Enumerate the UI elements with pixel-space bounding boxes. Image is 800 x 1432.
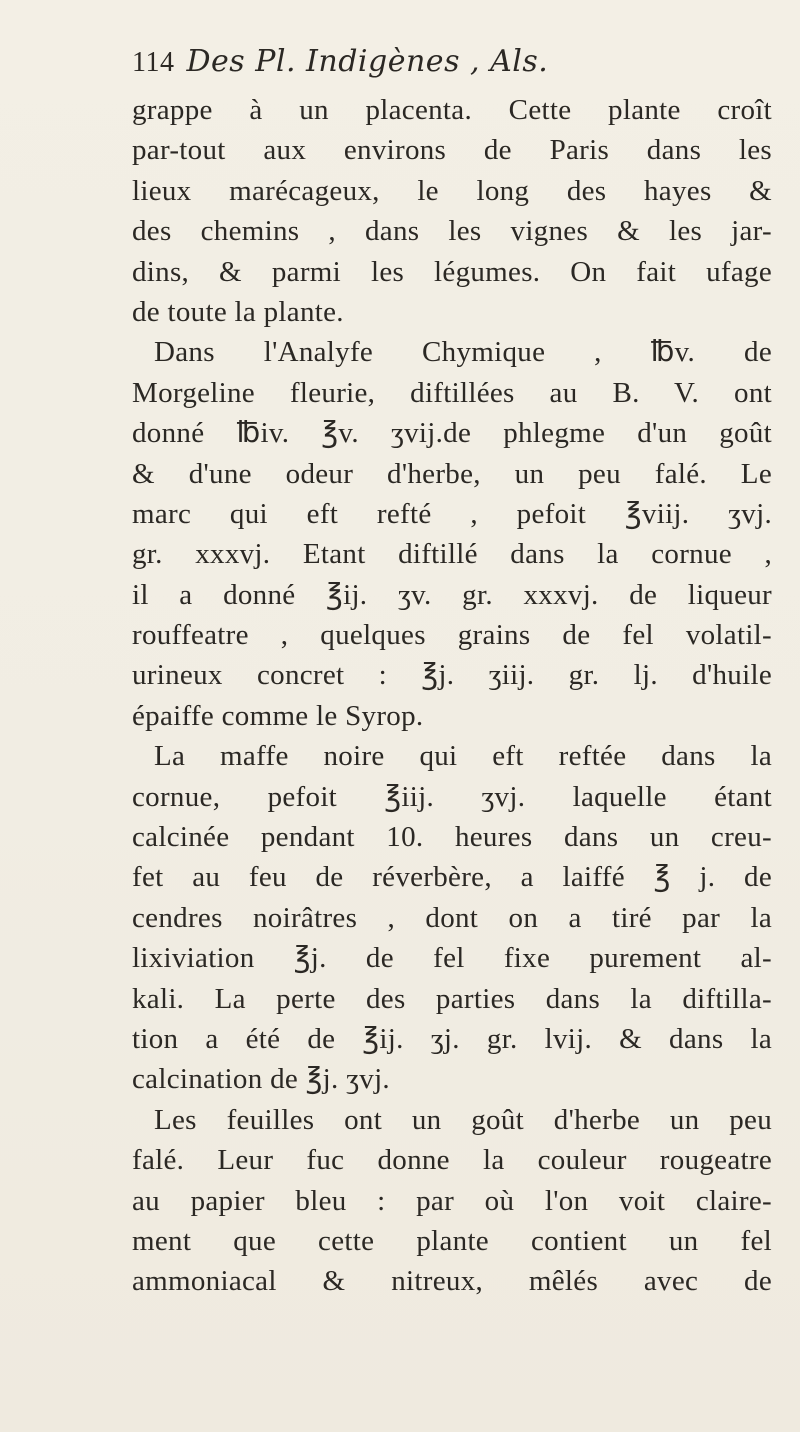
text-line: gr. xxxvj. Etant diftillé dans la cornue , (132, 538, 772, 571)
text-line: fet au feu de réverbère, a laiffé ℥ j. de (132, 861, 772, 894)
text-line: Les feuilles ont un goût d'herbe un peu (154, 1103, 772, 1136)
text-line: épaiffe comme le Syrop. (132, 699, 424, 732)
text-block (132, 44, 772, 1302)
text-line: calcination de ℥j. ʒvj. (132, 1063, 390, 1096)
text-line: tion a été de ℥ij. ʒj. gr. lvij. & dans la (132, 1022, 772, 1055)
text-line: donné ℔iv. ℥v. ʒvij.de phlegme d'un goût (132, 417, 772, 450)
text-line: marc qui eft refté , pefoit ℥viij. ʒvj. (132, 497, 772, 530)
text-line: cornue, pefoit ℥iij. ʒvj. laquelle étant (132, 780, 772, 813)
text-line: ammoniacal & nitreux, mêlés avec de (132, 1265, 772, 1298)
text-line: lieux marécageux, le long des hayes & (132, 174, 772, 207)
text-line: Morgeline fleurie, diftillées au B. V. ont (132, 376, 772, 409)
text-line: par-tout aux environs de Paris dans les (132, 134, 772, 167)
text-line: & d'une odeur d'herbe, un peu falé. Le (132, 457, 772, 490)
page-number: 114 (132, 47, 175, 78)
text-line: Dans l'Analyfe Chymique , ℔v. de (154, 336, 772, 369)
text-line: kali. La perte des parties dans la diftilla- (132, 982, 772, 1015)
text-line: falé. Leur fuc donne la couleur rougeatre (132, 1144, 772, 1177)
text-line: lixiviation ℥j. de fel fixe purement al- (132, 942, 772, 975)
text-line: urineux concret : ℥j. ʒiij. gr. lj. d'huile (132, 659, 772, 692)
text-line: rouffeatre , quelques grains de fel volatil- (132, 619, 772, 652)
text-line: calcinée pendant 10. heures dans un creu- (132, 821, 772, 854)
text-line: des chemins , dans les vignes & les jar- (132, 215, 772, 248)
text-line: dins, & parmi les légumes. On fait ufage (132, 255, 772, 288)
text-line: ment que cette plante contient un fel (132, 1224, 772, 1257)
text-line: grappe à un placenta. Cette plante croît (132, 94, 772, 126)
running-title: Des Pl. Indigènes , Als. (186, 44, 549, 79)
text-line: il a donné ℥ij. ʒv. gr. xxxvj. de liqueur (132, 578, 772, 611)
page-header (132, 44, 772, 90)
text-line: de toute la plante. (132, 295, 344, 328)
text-line: cendres noirâtres , dont on a tiré par la (132, 901, 772, 934)
text-line: au papier bleu : par où l'on voit claire- (132, 1184, 772, 1217)
text-line: La maffe noire qui eft reftée dans la (154, 740, 772, 773)
